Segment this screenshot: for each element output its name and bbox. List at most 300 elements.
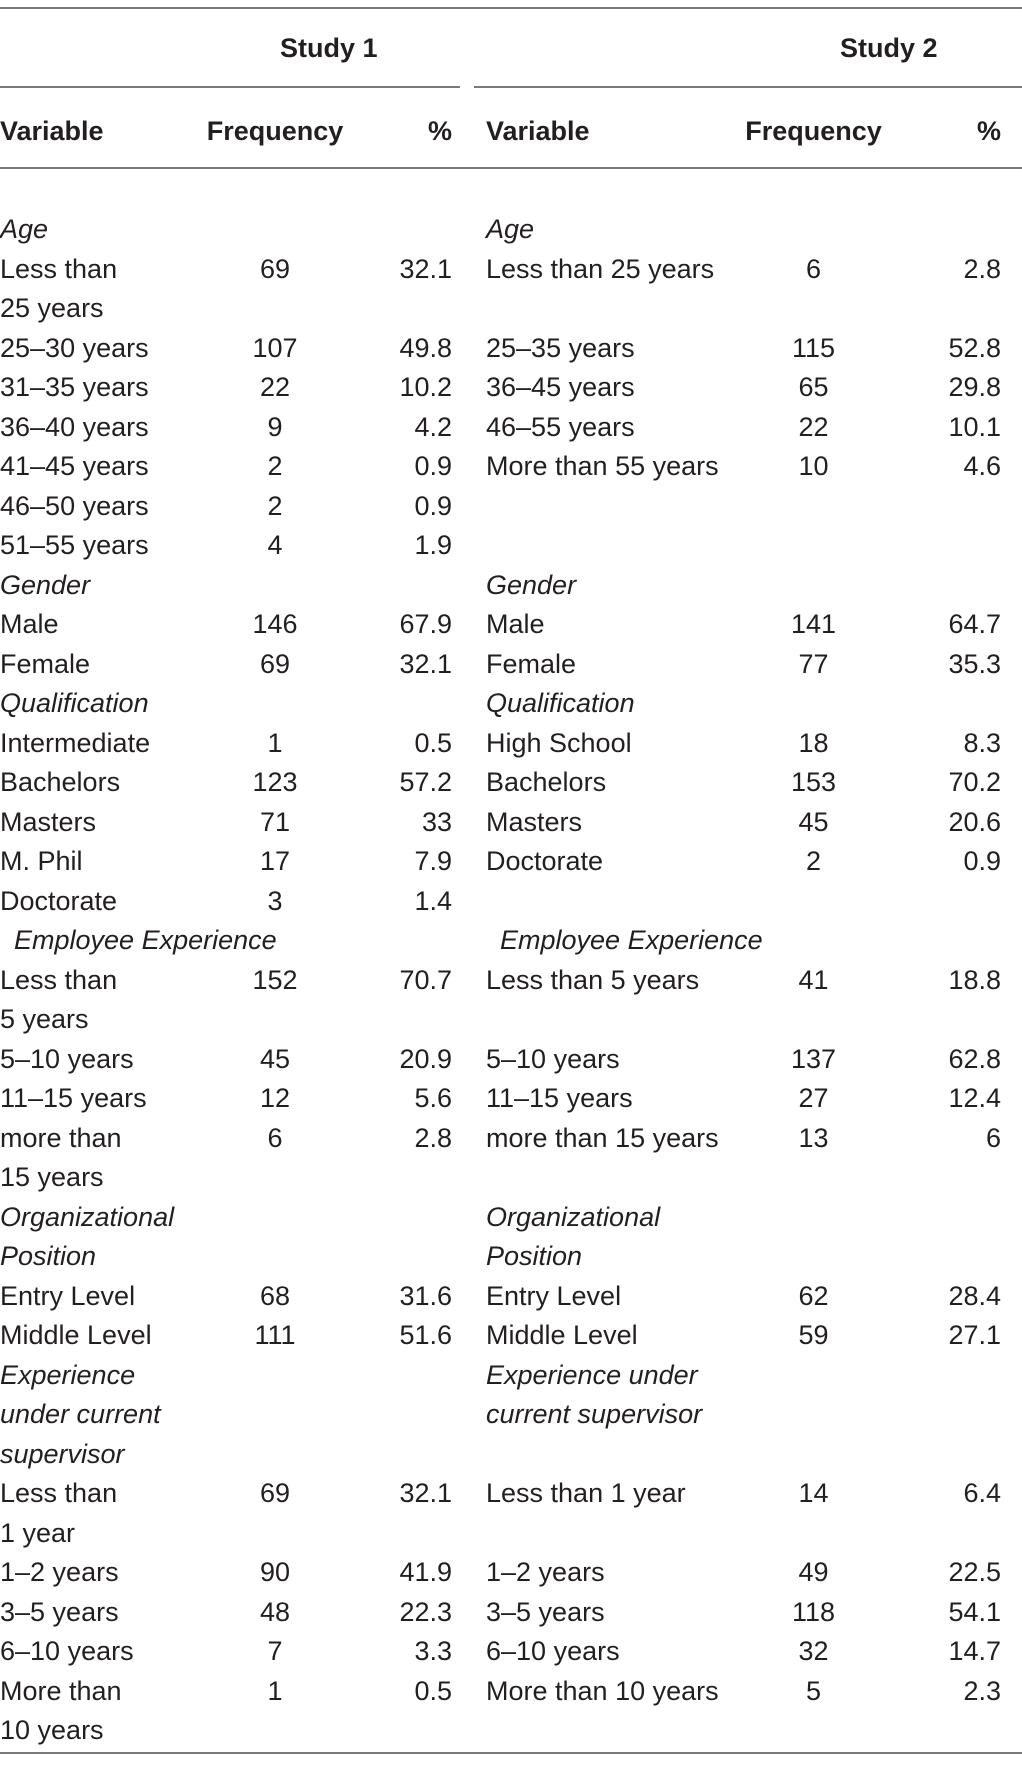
variable-cell xyxy=(486,1435,706,1475)
percent-cell xyxy=(370,1711,452,1751)
percent-cell: 0.5 xyxy=(414,727,452,758)
variable-cell: Age xyxy=(0,214,49,244)
variable-cell: Less than 1 year xyxy=(486,1478,686,1508)
frequency-cell xyxy=(180,684,370,724)
variable-cell xyxy=(486,487,706,527)
frequency-cell: 49 xyxy=(798,1557,829,1587)
table-row xyxy=(0,763,452,803)
percent-cell: 10.2 xyxy=(399,372,452,402)
frequency-cell: 10 xyxy=(798,451,829,481)
table-row xyxy=(0,329,452,369)
variable-cell xyxy=(486,882,706,922)
variable-cell: more than 15 years xyxy=(486,1122,719,1153)
frequency-cell: 69 xyxy=(259,253,291,284)
variable-header: Variable xyxy=(0,116,104,146)
variable-cell: 51–55 years xyxy=(0,530,149,560)
frequency-cell xyxy=(706,289,921,329)
frequency-cell: 118 xyxy=(791,1596,836,1627)
percent-cell xyxy=(370,1395,452,1435)
frequency-cell: 111 xyxy=(254,1320,296,1350)
variable-cell: Organizational xyxy=(0,1201,175,1232)
table-row xyxy=(486,605,1001,645)
variable-cell: More than 10 years xyxy=(486,1675,719,1706)
frequency-cell: 68 xyxy=(259,1280,291,1311)
frequency-cell: 107 xyxy=(252,332,298,363)
table-row xyxy=(486,408,1001,448)
percent-cell: 5.6 xyxy=(414,1083,452,1113)
table-row xyxy=(0,1711,452,1751)
table-row xyxy=(486,882,1001,922)
table-row xyxy=(0,1553,452,1593)
variable-cell: more than xyxy=(0,1122,122,1153)
table-row xyxy=(0,250,452,290)
variable-cell: Less than xyxy=(0,253,118,284)
variable-cell: 6–10 years xyxy=(486,1636,620,1666)
variable-cell: Gender xyxy=(486,569,577,600)
variable-cell: 5–10 years xyxy=(486,1043,620,1074)
frequency-cell: 17 xyxy=(259,846,291,876)
variable-cell: Less than xyxy=(0,964,118,995)
variable-cell: Position xyxy=(0,1241,97,1271)
frequency-cell xyxy=(706,1711,921,1751)
percent-cell xyxy=(370,921,452,961)
frequency-cell xyxy=(180,289,370,329)
table-row xyxy=(486,1593,1001,1633)
frequency-cell xyxy=(706,684,921,724)
table-row xyxy=(0,1119,452,1159)
percent-header: % xyxy=(427,116,452,146)
category-row xyxy=(0,566,452,606)
percent-cell: 2.8 xyxy=(414,1122,452,1153)
frequency-cell: 4 xyxy=(267,530,283,560)
category-row xyxy=(486,921,1001,961)
table-row xyxy=(486,368,1001,408)
percent-cell: 1.9 xyxy=(414,530,452,560)
variable-header: Variable xyxy=(486,116,590,146)
percent-cell: 62.8 xyxy=(948,1043,1001,1074)
study-1-table xyxy=(0,106,452,1751)
variable-cell: Entry Level xyxy=(0,1280,136,1311)
category-row xyxy=(486,1395,1001,1435)
percent-cell: 0.9 xyxy=(414,451,452,481)
frequency-cell: 14 xyxy=(798,1478,829,1508)
table-row xyxy=(0,368,452,408)
table-row xyxy=(486,1474,1001,1514)
percent-cell: 32.1 xyxy=(399,648,452,679)
table-row xyxy=(486,842,1001,882)
variable-cell: Male xyxy=(0,609,59,639)
table-row xyxy=(0,1593,452,1633)
variable-cell: Employee Experience xyxy=(14,925,277,955)
variable-cell: Less than 5 years xyxy=(486,964,700,995)
frequency-cell: 69 xyxy=(259,648,291,679)
frequency-cell: 2 xyxy=(267,451,283,481)
percent-cell: 64.7 xyxy=(948,609,1001,639)
percent-cell: 0.9 xyxy=(414,490,452,521)
frequency-cell: 69 xyxy=(259,1478,291,1508)
variable-cell: More than xyxy=(0,1675,122,1706)
table-row xyxy=(0,526,452,566)
frequency-cell xyxy=(706,882,921,922)
variable-cell: 31–35 years xyxy=(0,372,149,402)
category-row xyxy=(0,1356,452,1396)
variable-cell: 1 year xyxy=(0,1517,76,1548)
study-1-underline xyxy=(0,86,460,88)
frequency-cell xyxy=(180,1711,370,1751)
header-row xyxy=(0,106,452,186)
variable-cell xyxy=(486,1514,706,1554)
variable-cell: Doctorate xyxy=(0,885,118,916)
percent-cell: 10.1 xyxy=(948,411,1001,442)
frequency-cell: 41 xyxy=(798,964,829,995)
variable-cell: 46–55 years xyxy=(486,411,635,442)
percent-cell xyxy=(370,566,452,606)
table-row xyxy=(0,1277,452,1317)
percent-cell: 32.1 xyxy=(399,1478,452,1508)
category-row xyxy=(486,1198,1001,1238)
percent-cell: 28.4 xyxy=(948,1280,1001,1311)
table-row xyxy=(486,289,1001,329)
percent-cell xyxy=(921,1514,1001,1554)
table-row xyxy=(0,842,452,882)
percent-cell: 51.6 xyxy=(399,1320,452,1350)
top-rule xyxy=(0,7,1022,9)
frequency-cell: 1 xyxy=(267,727,283,758)
variable-cell: 3–5 years xyxy=(486,1596,605,1627)
table-row xyxy=(486,1672,1001,1712)
table-row xyxy=(486,645,1001,685)
variable-cell: current supervisor xyxy=(486,1399,703,1429)
variable-cell: 25–35 years xyxy=(486,332,635,363)
study-2-table xyxy=(486,106,1001,1751)
percent-cell xyxy=(370,186,452,250)
frequency-header: Frequency xyxy=(206,116,344,146)
frequency-cell: 6 xyxy=(805,253,822,284)
frequency-cell xyxy=(706,186,921,250)
variable-cell: Male xyxy=(486,609,545,639)
category-row xyxy=(486,566,1001,606)
table-row xyxy=(0,803,452,843)
frequency-cell: 62 xyxy=(798,1280,829,1311)
table-row xyxy=(486,724,1001,764)
frequency-cell: 45 xyxy=(259,1043,291,1074)
table-row xyxy=(486,1553,1001,1593)
variable-cell: Experience xyxy=(0,1359,136,1390)
variable-cell: Bachelors xyxy=(0,767,121,797)
frequency-cell xyxy=(180,186,370,250)
variable-cell: 36–40 years xyxy=(0,411,149,442)
frequency-cell: 1 xyxy=(267,1675,283,1706)
variable-cell: 1–2 years xyxy=(0,1557,119,1587)
percent-cell: 2.3 xyxy=(963,1675,1001,1706)
frequency-cell: 115 xyxy=(791,332,836,363)
frequency-cell xyxy=(180,1356,370,1396)
frequency-cell: 137 xyxy=(790,1043,837,1074)
percent-cell xyxy=(921,289,1001,329)
table-row xyxy=(0,1158,452,1198)
category-row xyxy=(486,1356,1001,1396)
table-row xyxy=(486,1119,1001,1159)
study-2-title: Study 2 xyxy=(840,33,938,63)
percent-cell: 41.9 xyxy=(399,1557,452,1587)
frequency-cell xyxy=(180,1237,370,1277)
percent-cell xyxy=(370,1356,452,1396)
variable-cell: 10 years xyxy=(0,1715,104,1745)
frequency-cell: 59 xyxy=(798,1320,829,1350)
variable-cell: 11–15 years xyxy=(486,1083,633,1113)
table-row xyxy=(486,487,1001,527)
table-row xyxy=(0,1000,452,1040)
percent-cell: 27.1 xyxy=(948,1320,1001,1350)
frequency-cell: 3 xyxy=(267,885,283,916)
percent-cell xyxy=(370,1237,452,1277)
variable-cell xyxy=(486,1000,706,1040)
percent-cell: 14.7 xyxy=(948,1636,1001,1666)
frequency-cell xyxy=(706,1514,921,1554)
table-row xyxy=(486,803,1001,843)
frequency-cell xyxy=(180,1158,370,1198)
table-row xyxy=(0,724,452,764)
category-row xyxy=(0,1237,452,1277)
percent-cell: 12.4 xyxy=(948,1083,1001,1113)
table-row xyxy=(486,1079,1001,1119)
frequency-cell: 6 xyxy=(267,1122,283,1153)
table-row xyxy=(486,447,1001,487)
category-row xyxy=(0,1198,452,1238)
percent-cell xyxy=(921,1395,1001,1435)
variable-cell: 25 years xyxy=(0,293,104,323)
table-row xyxy=(0,408,452,448)
frequency-cell: 141 xyxy=(790,609,837,639)
percent-cell: 52.8 xyxy=(948,332,1001,363)
variable-cell: Age xyxy=(486,214,535,244)
frequency-cell: 9 xyxy=(267,411,283,442)
frequency-cell: 2 xyxy=(267,490,283,521)
frequency-cell xyxy=(180,1435,370,1475)
table-row xyxy=(486,1316,1001,1356)
variable-cell: More than 55 years xyxy=(486,451,719,481)
variable-cell: Intermediate xyxy=(0,727,151,758)
percent-cell xyxy=(370,1000,452,1040)
percent-cell: 31.6 xyxy=(399,1280,452,1311)
percent-cell xyxy=(921,684,1001,724)
table-row xyxy=(486,1000,1001,1040)
percent-cell xyxy=(921,1237,1001,1277)
percent-cell xyxy=(921,526,1001,566)
percent-cell: 4.6 xyxy=(963,451,1001,481)
percent-cell: 32.1 xyxy=(399,253,452,284)
table-row xyxy=(486,1158,1001,1198)
variable-cell: 1–2 years xyxy=(486,1557,605,1587)
frequency-cell xyxy=(706,566,921,606)
category-row xyxy=(486,684,1001,724)
table-row xyxy=(0,1514,452,1554)
percent-cell xyxy=(921,921,1001,961)
category-row xyxy=(0,186,452,250)
percent-cell xyxy=(921,1158,1001,1198)
variable-cell: 5–10 years xyxy=(0,1043,134,1074)
category-row xyxy=(0,1435,452,1475)
frequency-cell xyxy=(706,487,921,527)
category-row xyxy=(486,186,1001,250)
frequency-cell: 7 xyxy=(267,1636,283,1666)
frequency-cell: 65 xyxy=(798,372,829,402)
percent-cell: 67.9 xyxy=(399,609,452,639)
percent-cell: 18.8 xyxy=(948,964,1001,995)
variable-cell: Masters xyxy=(0,806,97,837)
frequency-cell xyxy=(706,1237,921,1277)
frequency-cell xyxy=(180,1514,370,1554)
study-1-title: Study 1 xyxy=(280,33,378,63)
percent-cell xyxy=(921,566,1001,606)
variable-cell: Qualification xyxy=(486,688,635,718)
percent-cell xyxy=(370,1198,452,1238)
variable-cell: Less than 25 years xyxy=(486,253,715,284)
variable-cell: 36–45 years xyxy=(486,372,635,402)
category-row xyxy=(0,921,452,961)
variable-cell: Masters xyxy=(486,806,583,837)
percent-cell: 0.5 xyxy=(414,1675,452,1706)
percent-cell: 2.8 xyxy=(963,253,1001,284)
percent-cell: 4.2 xyxy=(414,411,452,442)
variable-cell: 41–45 years xyxy=(0,451,149,481)
table-row xyxy=(0,882,452,922)
percent-cell: 70.7 xyxy=(399,964,452,995)
table-row xyxy=(486,526,1001,566)
frequency-cell: 2 xyxy=(805,846,822,876)
table-row xyxy=(0,447,452,487)
frequency-cell xyxy=(706,1356,921,1396)
percent-cell xyxy=(921,1356,1001,1396)
percent-cell: 6 xyxy=(985,1122,1001,1153)
frequency-cell xyxy=(180,1000,370,1040)
header-row xyxy=(486,106,1001,186)
table-row xyxy=(486,763,1001,803)
variable-cell: 15 years xyxy=(0,1162,104,1192)
frequency-cell: 32 xyxy=(798,1636,829,1666)
percent-cell: 20.9 xyxy=(399,1043,452,1074)
variable-cell: Female xyxy=(486,648,577,679)
percent-cell: 57.2 xyxy=(399,767,452,797)
frequency-cell: 27 xyxy=(798,1083,829,1113)
frequency-cell xyxy=(180,1198,370,1238)
percent-cell xyxy=(921,487,1001,527)
percent-cell: 29.8 xyxy=(948,372,1001,402)
variable-cell: Gender xyxy=(0,569,91,600)
table-row xyxy=(486,1435,1001,1475)
variable-cell: Middle Level xyxy=(486,1320,638,1350)
percent-cell xyxy=(370,1158,452,1198)
variable-cell: Doctorate xyxy=(486,846,604,876)
variable-cell: High School xyxy=(486,727,632,758)
variable-cell: Female xyxy=(0,648,91,679)
variable-cell xyxy=(486,289,706,329)
variable-cell: supervisor xyxy=(0,1438,125,1469)
table-row xyxy=(486,329,1001,369)
variable-cell: Organizational xyxy=(486,1201,661,1232)
table-row xyxy=(0,487,452,527)
table-row xyxy=(0,1079,452,1119)
table-row xyxy=(486,1711,1001,1751)
percent-cell xyxy=(370,1514,452,1554)
frequency-cell xyxy=(706,1158,921,1198)
percent-cell: 22.5 xyxy=(948,1557,1001,1587)
table-row xyxy=(486,1632,1001,1672)
frequency-cell: 13 xyxy=(798,1122,829,1153)
table-row xyxy=(486,1514,1001,1554)
frequency-cell: 77 xyxy=(798,648,829,679)
frequency-cell xyxy=(706,526,921,566)
frequency-cell xyxy=(180,566,370,606)
table-row xyxy=(486,1277,1001,1317)
variable-cell: 25–30 years xyxy=(0,332,149,363)
variable-cell: Bachelors xyxy=(486,767,607,797)
percent-cell: 1.4 xyxy=(414,885,452,916)
variable-cell: M. Phil xyxy=(0,846,83,876)
variable-cell: Employee Experience xyxy=(500,925,763,955)
frequency-cell: 5 xyxy=(805,1675,822,1706)
percent-cell xyxy=(921,882,1001,922)
frequency-cell: 45 xyxy=(798,806,829,837)
category-row xyxy=(0,684,452,724)
percent-header: % xyxy=(976,116,1001,146)
percent-cell: 7.9 xyxy=(414,846,452,876)
variable-cell: Qualification xyxy=(0,688,149,718)
frequency-cell: 90 xyxy=(259,1557,291,1587)
frequency-header: Frequency xyxy=(745,116,882,146)
frequency-cell: 18 xyxy=(798,727,829,758)
table-row xyxy=(0,605,452,645)
frequency-cell: 123 xyxy=(252,767,298,797)
variable-cell: Less than xyxy=(0,1478,118,1508)
percent-cell xyxy=(921,1000,1001,1040)
frequency-cell: 48 xyxy=(259,1596,291,1627)
variable-cell: Experience under xyxy=(486,1359,698,1390)
variable-cell xyxy=(486,1711,706,1751)
category-row xyxy=(0,1395,452,1435)
table-row xyxy=(0,1672,452,1712)
frequency-cell: 22 xyxy=(259,372,291,402)
percent-cell: 22.3 xyxy=(399,1596,452,1627)
percent-cell xyxy=(921,186,1001,250)
percent-cell: 35.3 xyxy=(948,648,1001,679)
table-row xyxy=(486,1040,1001,1080)
table-row xyxy=(0,1316,452,1356)
frequency-cell xyxy=(180,1395,370,1435)
frequency-cell xyxy=(706,1435,921,1475)
percent-cell: 3.3 xyxy=(414,1636,452,1666)
percent-cell: 33 xyxy=(421,806,452,837)
table-row xyxy=(486,250,1001,290)
frequency-cell: 153 xyxy=(790,767,837,797)
frequency-cell xyxy=(706,1198,921,1238)
variable-cell: 11–15 years xyxy=(0,1083,147,1113)
table-row xyxy=(0,289,452,329)
variable-cell xyxy=(486,526,706,566)
variable-cell: 6–10 years xyxy=(0,1636,134,1666)
variable-cell: Entry Level xyxy=(486,1280,622,1311)
table-row xyxy=(0,1040,452,1080)
percent-cell xyxy=(370,289,452,329)
percent-cell: 8.3 xyxy=(963,727,1001,758)
table-row xyxy=(0,961,452,1001)
frequency-cell: 146 xyxy=(252,609,298,639)
frequency-cell: 71 xyxy=(259,806,291,837)
variable-cell: Position xyxy=(486,1241,583,1271)
table-row xyxy=(0,1632,452,1672)
category-row xyxy=(486,1237,1001,1277)
percent-cell: 54.1 xyxy=(948,1596,1001,1627)
